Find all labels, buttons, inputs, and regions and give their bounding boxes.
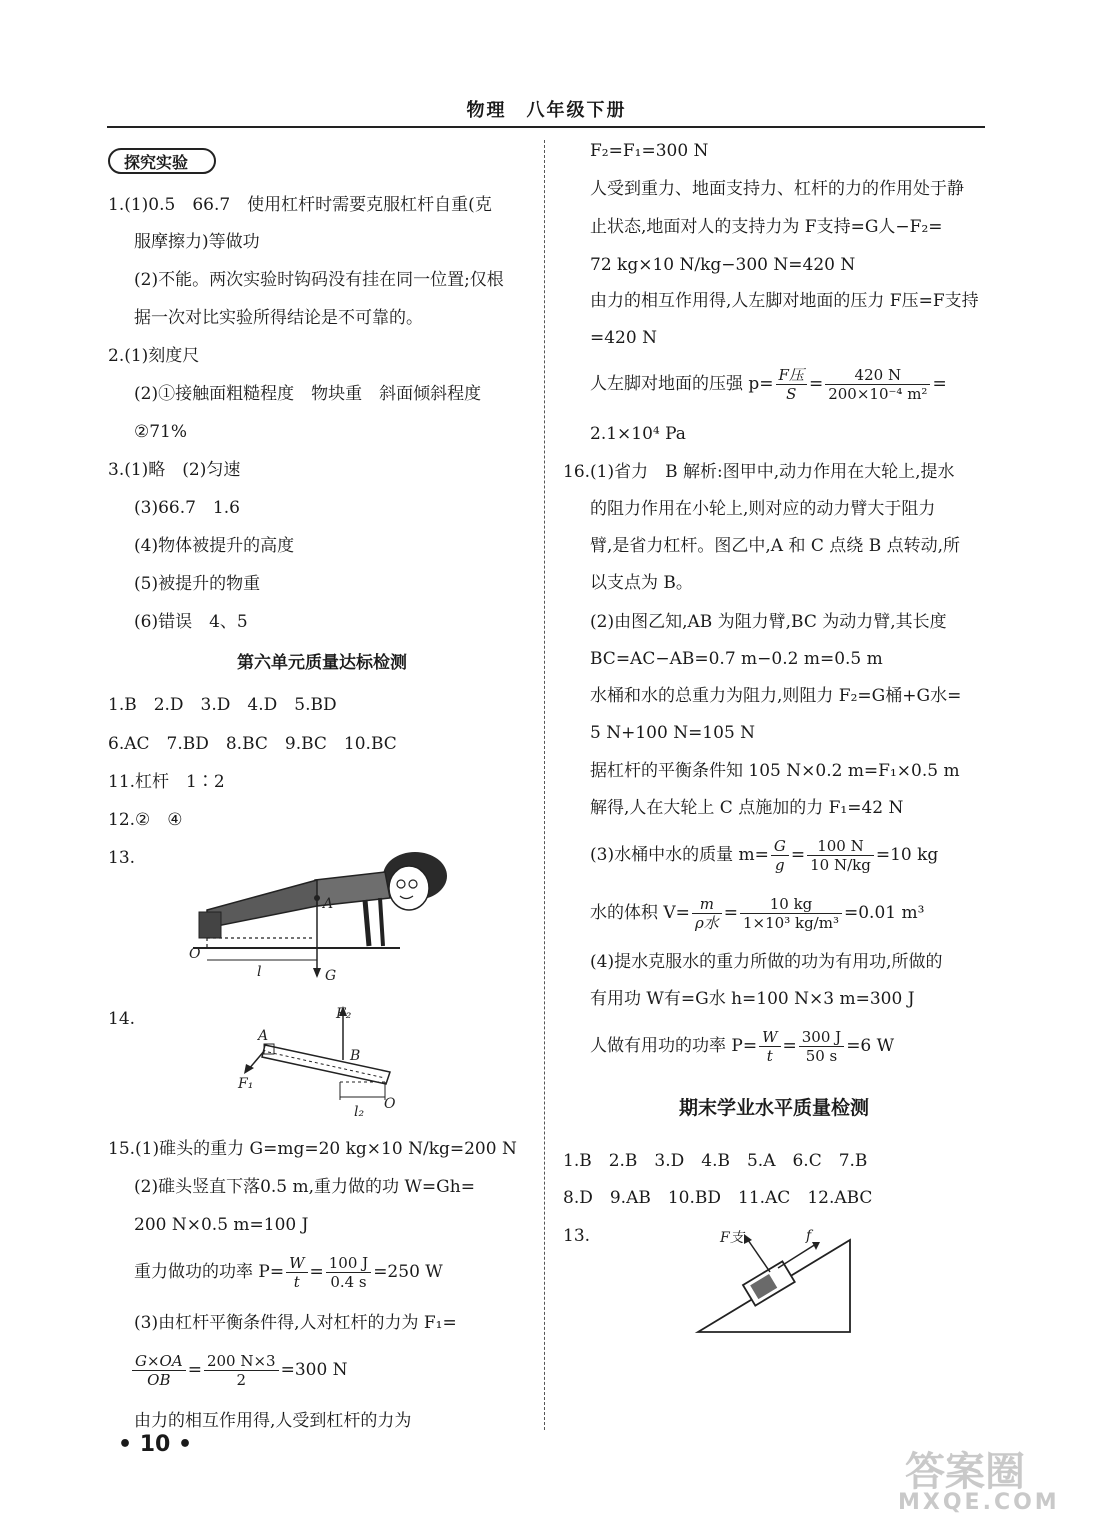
left-line: (3)66.7 1.6 (134, 498, 240, 518)
left-line: 服摩擦力)等做功 (134, 232, 260, 252)
question-number: 13. (563, 1226, 591, 1246)
fraction: $\frac{W}{t}$ (759, 1028, 780, 1065)
right-line: BC=AC−AB=0.7 m−0.2 m=0.5 m (590, 649, 883, 669)
answer-line: 11.杠杆 1∶2 (108, 772, 225, 792)
fraction: $\frac{100 J}{0.4 s}$ (326, 1254, 371, 1291)
fraction: $\frac{W}{t}$ (286, 1254, 307, 1291)
solution-line: (2)碓头竖直下落0.5 m,重力做的功 W=Gh= (134, 1177, 475, 1197)
left-line: ②71% (134, 422, 188, 442)
header-rule (107, 126, 985, 128)
left-line: 2.(1)刻度尺 (108, 346, 200, 366)
fig14-label-b: B (350, 1048, 361, 1064)
answer-line: 12.② ④ (108, 810, 183, 830)
right-line: 解得,人在大轮上 C 点施加的力 F₁=42 N (590, 798, 904, 818)
left-line: (5)被提升的物重 (134, 574, 261, 594)
answer-line: 1.B 2.D 3.D 4.D 5.BD (108, 695, 337, 715)
section-tag-label: 探究实验 (124, 153, 189, 172)
solution-formula: 人做有用功的功率 P= $\frac{W}{t}$ = $\frac{300 J}{50 s}$ =6 W (590, 1028, 895, 1065)
fraction: $\frac{G\times OA}{OB}$ (132, 1352, 186, 1389)
lever-figure (230, 1000, 410, 1125)
section-heading: 第六单元质量达标检测 (237, 653, 407, 673)
section-heading: 期末学业水平质量检测 (678, 1097, 869, 1119)
right-line: 有用功 W有=G水 h=100 N×3 m=300 J (590, 989, 915, 1009)
watermark-url: MXQE.COM (898, 1490, 1060, 1515)
solution-formula: 重力做功的功率 P= $\frac{W}{t}$ = $\frac{100 J}{0.4 s}$ =250 W (134, 1254, 443, 1291)
fraction: $\frac{m}{\text{ρ水}}$ (692, 895, 722, 932)
fig14-label-o: O (384, 1096, 396, 1112)
solution-formula: 人左脚对地面的压强 p= $\frac{\text{F压}}{S}$ = $\frac{420 N}{\text{200×10⁻⁴ m²}}$ = (590, 366, 947, 403)
right-line: 16.(1)省力 B 解析:图甲中,动力作用在大轮上,提水 (563, 462, 955, 482)
solution-formula: 水的体积 V= $\frac{m}{\text{ρ水}}$ = $\frac{10 kg}{\text{1×10³ kg/m³}}$ =0.01 m³ (590, 895, 925, 932)
fraction: $\frac{420 N}{\text{200×10⁻⁴ m²}}$ (825, 366, 930, 403)
left-line: (2)不能。两次实验时钩码没有挂在同一位置;仅根 (134, 270, 504, 290)
fig14-label-f1: F₁ (238, 1076, 254, 1092)
fig13-label-o: O (189, 946, 201, 962)
right-line: 由力的相互作用得,人左脚对地面的压力 F压=F支持 (590, 291, 979, 311)
right-line: 5 N+100 N=105 N (590, 723, 756, 743)
left-line: 1.(1)0.5 66.7 使用杠杆时需要克服杠杆自重(克 (108, 195, 492, 215)
solution-formula: (3)水桶中水的质量 m= $\frac{G}{g}$ = $\frac{100 N}{10 N/kg}$ =10 kg (590, 837, 939, 874)
answer-line: 6.AC 7.BD 8.BC 9.BC 10.BC (108, 734, 397, 754)
fraction: $\frac{300 J}{50 s}$ (799, 1028, 844, 1065)
right-line: 人受到重力、地面支持力、杠杆的力的作用处于静 (590, 179, 964, 199)
question-number: 13. (108, 848, 136, 868)
fig13-label-l: l (257, 964, 262, 980)
page-number: • 10 • (118, 1432, 193, 1457)
fraction: $\frac{G}{g}$ (771, 837, 789, 874)
fig-label-fzhi: F支 (720, 1230, 744, 1246)
right-line: 据杠杆的平衡条件知 105 N×0.2 m=F₁×0.5 m (590, 761, 960, 781)
right-line: 的阻力作用在小轮上,则对应的动力臂大于阻力 (590, 499, 936, 519)
answer-line: 8.D 9.AB 10.BD 11.AC 12.ABC (563, 1188, 873, 1208)
right-line: 止状态,地面对人的支持力为 F支持=G人−F₂= (590, 217, 943, 237)
column-divider (544, 140, 545, 1430)
left-line: 据一次对比实验所得结论是不可靠的。 (134, 308, 423, 328)
solution-line: 200 N×0.5 m=100 J (134, 1215, 309, 1235)
fraction: $\frac{200 N\times 3}{2}$ (204, 1352, 279, 1389)
pushup-figure (185, 838, 455, 988)
fig13-label-g: G (325, 968, 337, 984)
solution-line: 由力的相互作用得,人受到杠杆的力为 (134, 1411, 412, 1431)
solution-formula: $\frac{G\times OA}{OB}$ = $\frac{200 N\times 3}{2}$ =300 N (130, 1350, 348, 1390)
right-line: (2)由图乙知,AB 为阻力臂,BC 为动力臂,其长度 (590, 612, 947, 632)
incline-figure (690, 1222, 860, 1337)
fig14-label-a: A (258, 1028, 269, 1044)
right-line: (4)提水克服水的重力所做的功为有用功,所做的 (590, 952, 943, 972)
right-line: 水桶和水的总重力为阻力,则阻力 F₂=G桶+G水= (590, 686, 962, 706)
question-number: 14. (108, 1009, 136, 1029)
right-line: 臂,是省力杠杆。图乙中,A 和 C 点绕 B 点转动,所 (590, 536, 961, 556)
fig13-label-a: A (323, 896, 334, 912)
fraction: $\frac{\text{F压}}{S}$ (776, 366, 807, 403)
answer-line: 1.B 2.B 3.D 4.B 5.A 6.C 7.B (563, 1151, 868, 1171)
right-line: F₂=F₁=300 N (590, 141, 709, 161)
left-line: 3.(1)略 (2)匀速 (108, 460, 241, 480)
right-line: 72 kg×10 N/kg−300 N=420 N (590, 255, 856, 275)
page-header-title: 物理 八年级下册 (466, 100, 627, 121)
fig14-label-l2: l₂ (354, 1104, 365, 1120)
fig-label-f: f (806, 1228, 812, 1244)
solution-line: 15.(1)碓头的重力 G=mg=20 kg×10 N/kg=200 N (108, 1139, 517, 1159)
fraction: $\frac{100 N}{10 N/kg}$ (807, 837, 874, 874)
solution-line: (3)由杠杆平衡条件得,人对杠杆的力为 F₁= (134, 1313, 457, 1333)
left-line: (4)物体被提升的高度 (134, 536, 295, 556)
right-line: =420 N (590, 328, 657, 348)
right-line: 以支点为 B。 (590, 573, 693, 593)
left-line: (6)错误 4、5 (134, 612, 248, 632)
left-line: (2)①接触面粗糙程度 物块重 斜面倾斜程度 (134, 384, 482, 404)
section-tag (108, 148, 216, 174)
fraction: $\frac{10 kg}{\text{1×10³ kg/m³}}$ (740, 895, 842, 932)
watermark-logo: 答案圈 (905, 1449, 1025, 1495)
fig14-label-f2: F₂ (336, 1006, 352, 1022)
right-line: 2.1×10⁴ Pa (590, 424, 686, 444)
